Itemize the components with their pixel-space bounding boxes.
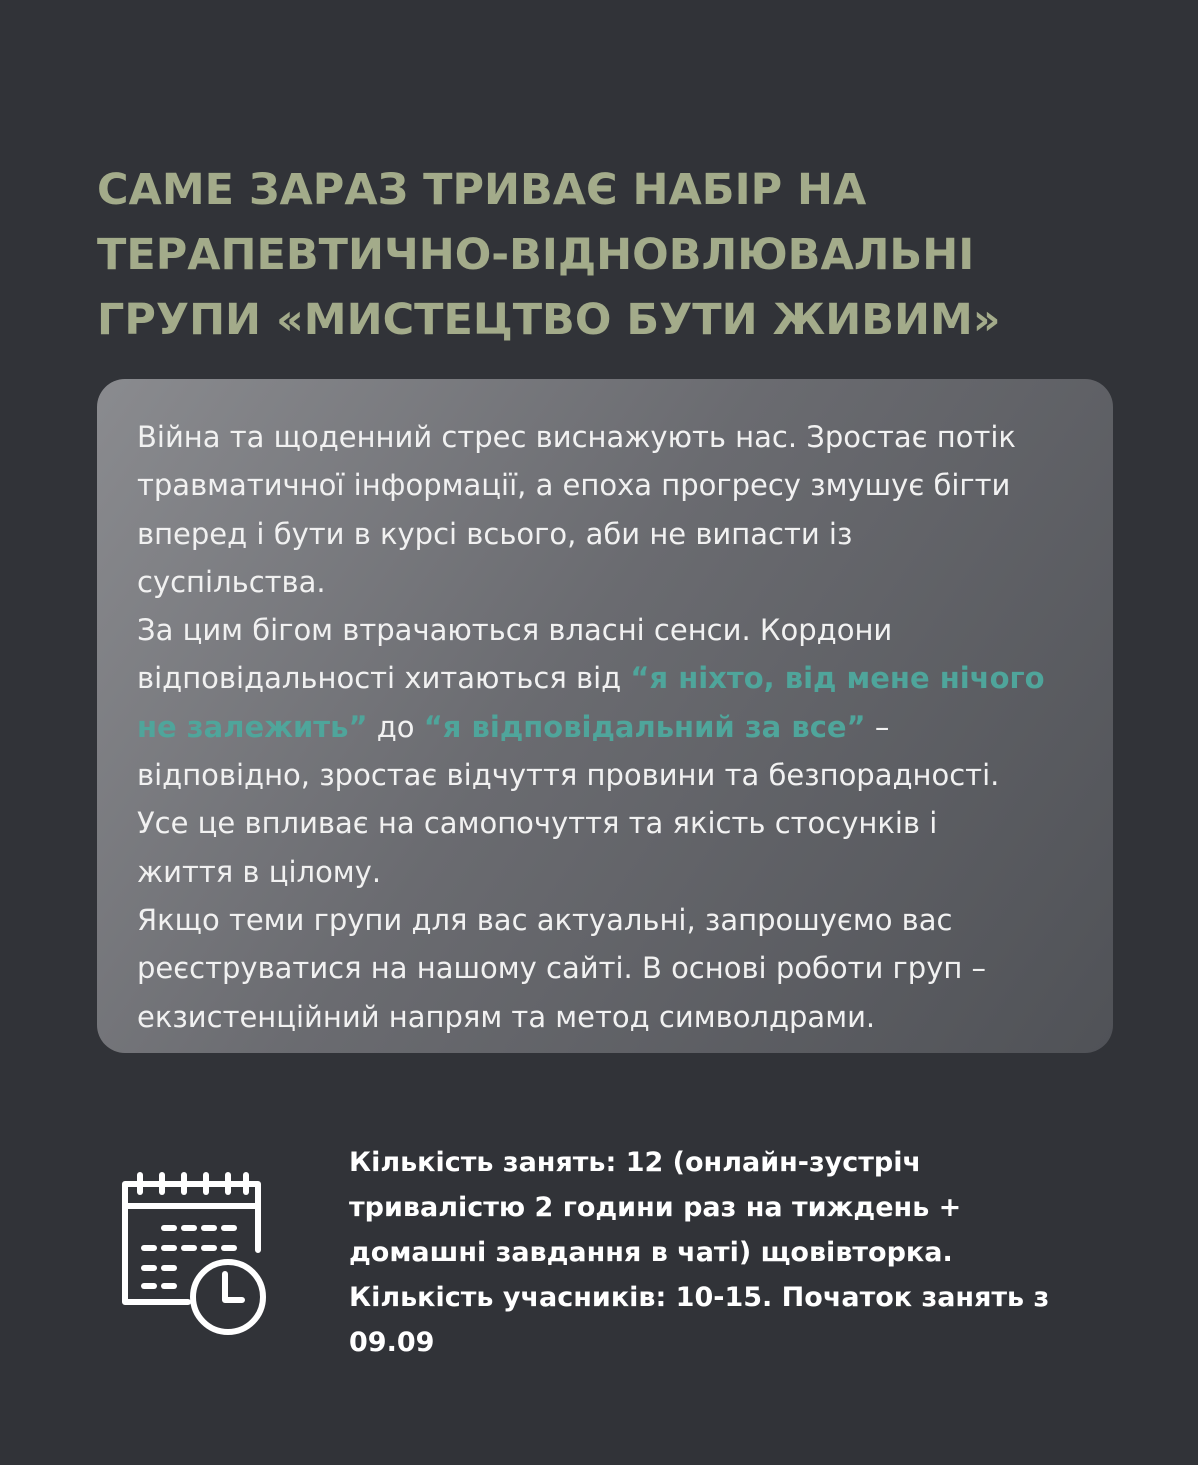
text-line: суспільства. <box>137 564 326 599</box>
info-line: Кількість учасників: 10-15. Початок занять з <box>349 1282 1050 1313</box>
calendar-clock-icon <box>120 1170 270 1335</box>
page-title <box>97 158 1137 353</box>
text-line: життя в цілому. <box>137 854 382 889</box>
text-line: відповідно, зростає відчуття провини та безпорадності. <box>137 758 1000 793</box>
text-fragment: відповідальності хитаються від <box>137 661 631 696</box>
description-card <box>97 379 1113 1053</box>
title-line: ТЕРАПЕВТИЧНО-ВІДНОВЛЮВАЛЬНІ <box>97 230 975 280</box>
text-line: Війна та щоденний стрес виснажують нас. Зростає потік <box>137 420 1016 454</box>
text-line: реєструватися на нашому сайті. В основі роботи груп – <box>137 951 987 986</box>
title-line: ГРУПИ «МИСТЕЦТВО БУТИ ЖИВИМ» <box>97 295 1001 345</box>
highlight-quote: “я ніхто, від мене нічого <box>630 661 1045 696</box>
text-line <box>137 654 1083 702</box>
text-line: екзистенційний напрям та метод символдрами. <box>137 999 876 1034</box>
description-text <box>137 413 1083 1041</box>
highlight-quote: “я відповідальний за все” <box>423 709 866 744</box>
text-line: вперед і бути в курсі всього, аби не випасти із <box>137 516 853 551</box>
text-line: Усе це впливає на самопочуття та якість стосунків і <box>137 806 938 841</box>
text-line: травматичної інформації, а епоха прогресу змушує бігти <box>137 468 1011 503</box>
info-line: Кількість занять: 12 (онлайн-зустріч <box>349 1147 922 1178</box>
info-line: 09.09 <box>349 1327 435 1358</box>
highlight-quote: не залежить” <box>137 709 368 744</box>
text-line: Якщо теми групи для вас актуальні, запрошуємо вас <box>137 902 953 937</box>
title-line: САМЕ ЗАРАЗ ТРИВАЄ НАБІР НА <box>97 165 867 215</box>
course-info <box>349 1140 1129 1365</box>
info-line: тривалістю 2 години раз на тиждень + <box>349 1192 962 1223</box>
info-line: домашні завдання в чаті) щовівторка. <box>349 1237 953 1268</box>
text-fragment: до <box>367 709 424 744</box>
text-line <box>137 703 1083 751</box>
text-fragment: – <box>865 709 890 744</box>
text-line: За цим бігом втрачаються власні сенси. Кордони <box>137 613 893 648</box>
